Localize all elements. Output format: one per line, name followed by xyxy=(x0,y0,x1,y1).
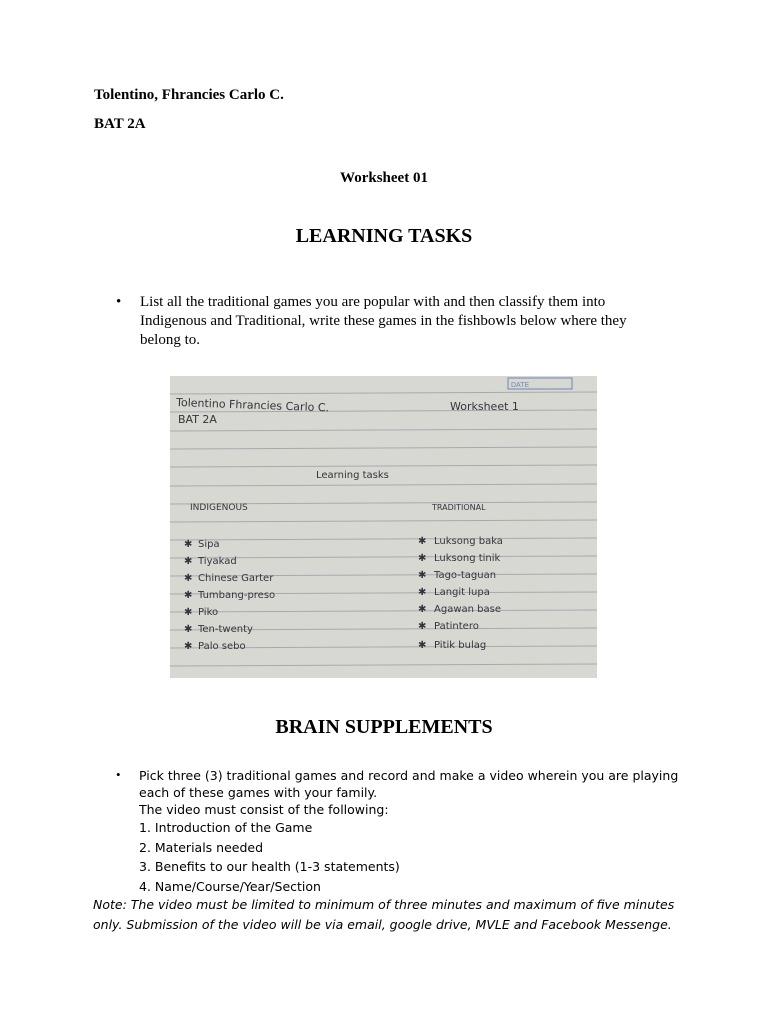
bullet-icon: • xyxy=(116,767,121,782)
learning-task-instruction: List all the traditional games you are popular with and then classify them into Indigenous and Traditional, write these games in the fishbowls below where they belong to. xyxy=(140,294,627,348)
list-item: Tago-taguan xyxy=(434,570,497,581)
list-item: ✱ xyxy=(184,624,193,635)
list-item: Patintero xyxy=(434,621,479,632)
list-item: ✱ xyxy=(184,573,193,584)
list-item: ✱ xyxy=(418,640,427,651)
photo-worksheet: Worksheet 1 xyxy=(450,400,519,413)
list-item: Agawan base xyxy=(434,604,501,615)
requirement-item: 3. Benefits to our health (1-3 statements) xyxy=(139,859,400,874)
list-item: Luksong baka xyxy=(434,536,503,547)
list-item: Tiyakad xyxy=(198,556,237,567)
list-item: Ten-twenty xyxy=(198,624,253,635)
photo-section: BAT 2A xyxy=(178,413,217,426)
list-item: ✱ xyxy=(184,590,193,601)
list-item: Langit lupa xyxy=(434,587,490,598)
photo-title: Learning tasks xyxy=(316,470,389,481)
indigenous-header: INDIGENOUS xyxy=(190,503,248,513)
photo-name: Tolentino Fhrancies Carlo C. xyxy=(175,396,330,415)
list-item: ✱ xyxy=(418,570,427,581)
bullet-icon: • xyxy=(116,294,122,310)
traditional-header: TRADITIONAL xyxy=(432,503,486,512)
bs-intro-line: each of these games with your family. xyxy=(139,785,378,800)
list-item: Palo sebo xyxy=(198,641,246,652)
submission-note: Note: The video must be limited to minimum of three minutes and maximum of five minutes only. Submission of the video will be via email, google drive, MVLE and Facebook Messenge. xyxy=(93,897,675,932)
requirement-item: 2. Materials needed xyxy=(139,839,264,855)
list-item: ✱ xyxy=(184,641,193,652)
list-item: ✱ xyxy=(184,539,193,550)
student-name: Tolentino, Fhrancies Carlo C. xyxy=(94,87,284,103)
brain-supplements-body xyxy=(139,767,699,896)
date-label: DATE xyxy=(511,382,530,389)
list-item: ✱ xyxy=(418,587,427,598)
list-item: Tumbang-preso xyxy=(198,590,276,601)
list-item: ✱ xyxy=(418,621,427,632)
student-section: BAT 2A xyxy=(94,116,146,132)
handwritten-worksheet-photo xyxy=(170,376,597,678)
list-item: ✱ xyxy=(418,553,427,564)
list-item: ✱ xyxy=(184,556,193,567)
brain-supplements-heading: BRAIN SUPPLEMENTS xyxy=(275,716,493,738)
learning-tasks-heading: LEARNING TASKS xyxy=(295,225,473,247)
list-item: Chinese Garter xyxy=(198,573,274,584)
list-item: ✱ xyxy=(418,536,427,547)
worksheet-title: Worksheet 01 xyxy=(340,170,428,186)
list-item: Sipa xyxy=(198,539,220,550)
bs-intro-line: Pick three (3) traditional games and record and make a video wherein you are playing xyxy=(139,768,679,783)
list-item: Piko xyxy=(198,607,219,618)
list-item: ✱ xyxy=(418,604,427,615)
bs-intro-line: The video must consist of the following: xyxy=(139,802,389,817)
requirement-item: 4. Name/Course/Year/Section xyxy=(139,878,321,894)
list-item: Luksong tinik xyxy=(434,553,501,564)
requirement-item: 1. Introduction of the Game xyxy=(139,820,313,835)
list-item: ✱ xyxy=(184,607,193,618)
list-item: Pitik bulag xyxy=(434,640,487,651)
